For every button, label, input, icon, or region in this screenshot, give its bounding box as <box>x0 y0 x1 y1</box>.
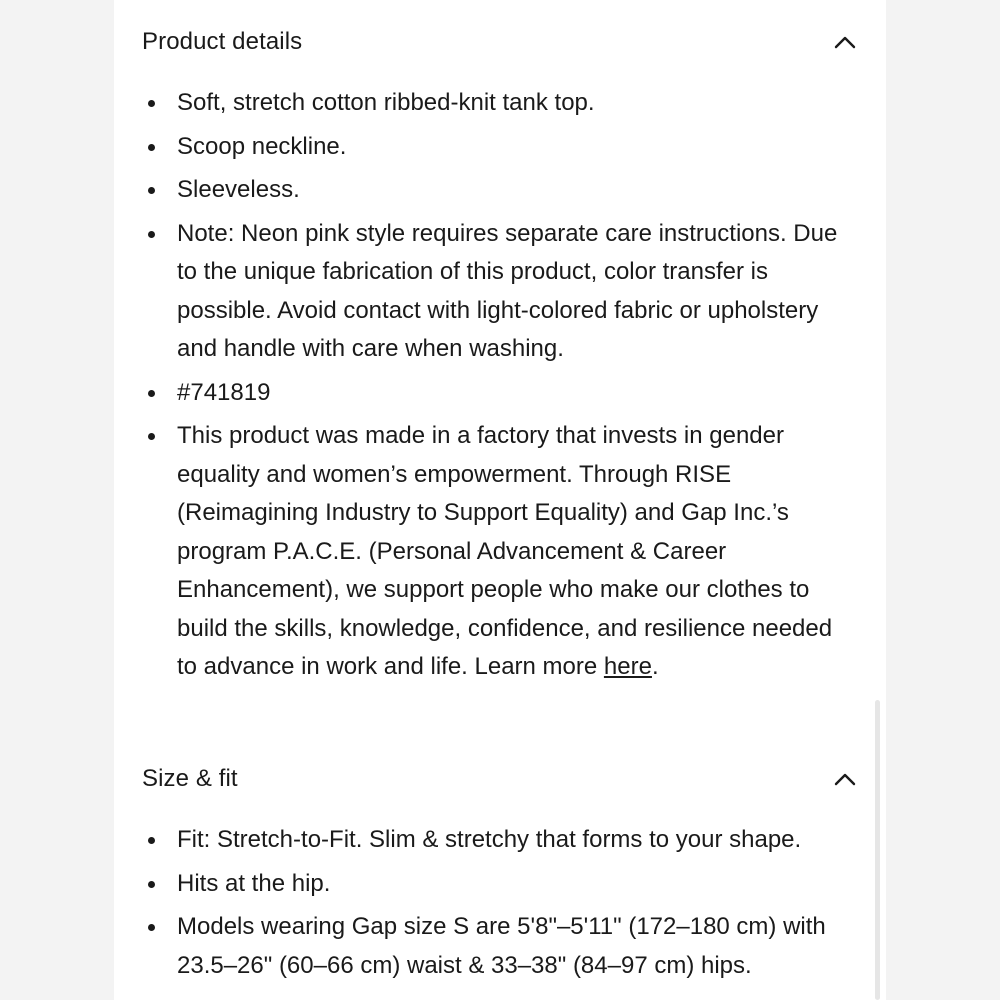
scrollbar[interactable] <box>875 700 880 1000</box>
chevron-up-icon[interactable] <box>832 29 858 55</box>
chevron-up-icon[interactable] <box>832 766 858 792</box>
product-details-header[interactable] <box>142 22 858 62</box>
list-item: Scoop neckline. <box>142 128 842 167</box>
list-item: Sleeveless. <box>142 171 842 210</box>
list-item: Note: Neon pink style requires separate care instructions. Due to the unique fabrication of this product, color transfer is possible. Avoid contact with light-colored fabric or upholstery and handle with care when washing. <box>142 215 842 369</box>
list-item: Fit: Stretch-to-Fit. Slim & stretchy that forms to your shape. <box>142 821 842 860</box>
learn-more-link[interactable]: here <box>603 653 652 680</box>
size-fit-list <box>142 821 842 990</box>
list-item: Soft, stretch cotton ribbed-knit tank top. <box>142 84 842 123</box>
rise-text: This product was made in a factory that invests in gender equality and women’s empowerment. Through RISE (Reimagining Industry to Support Equality) and Gap Inc.’s program P.A.C.E. (Personal Advancement & Career Enhancement), we support people who make our clothes to build the skills, knowledge, confidence, and resilience needed to advance in work and life. Learn more <box>177 422 833 680</box>
product-info-panel <box>114 0 886 1000</box>
product-details-list <box>142 84 842 692</box>
size-fit-title: Size & fit <box>142 765 238 792</box>
list-item: Models wearing Gap size S are 5'8"–5'11" (172–180 cm) with 23.5–26" (60–66 cm) waist & 33–38" (84–97 cm) hips. <box>142 908 842 985</box>
rise-end: . <box>651 653 659 680</box>
list-item-rise <box>142 417 842 687</box>
list-item: #741819 <box>142 374 842 413</box>
product-details-title: Product details <box>142 28 303 55</box>
list-item: Hits at the hip. <box>142 865 842 904</box>
size-fit-header[interactable] <box>142 759 858 799</box>
